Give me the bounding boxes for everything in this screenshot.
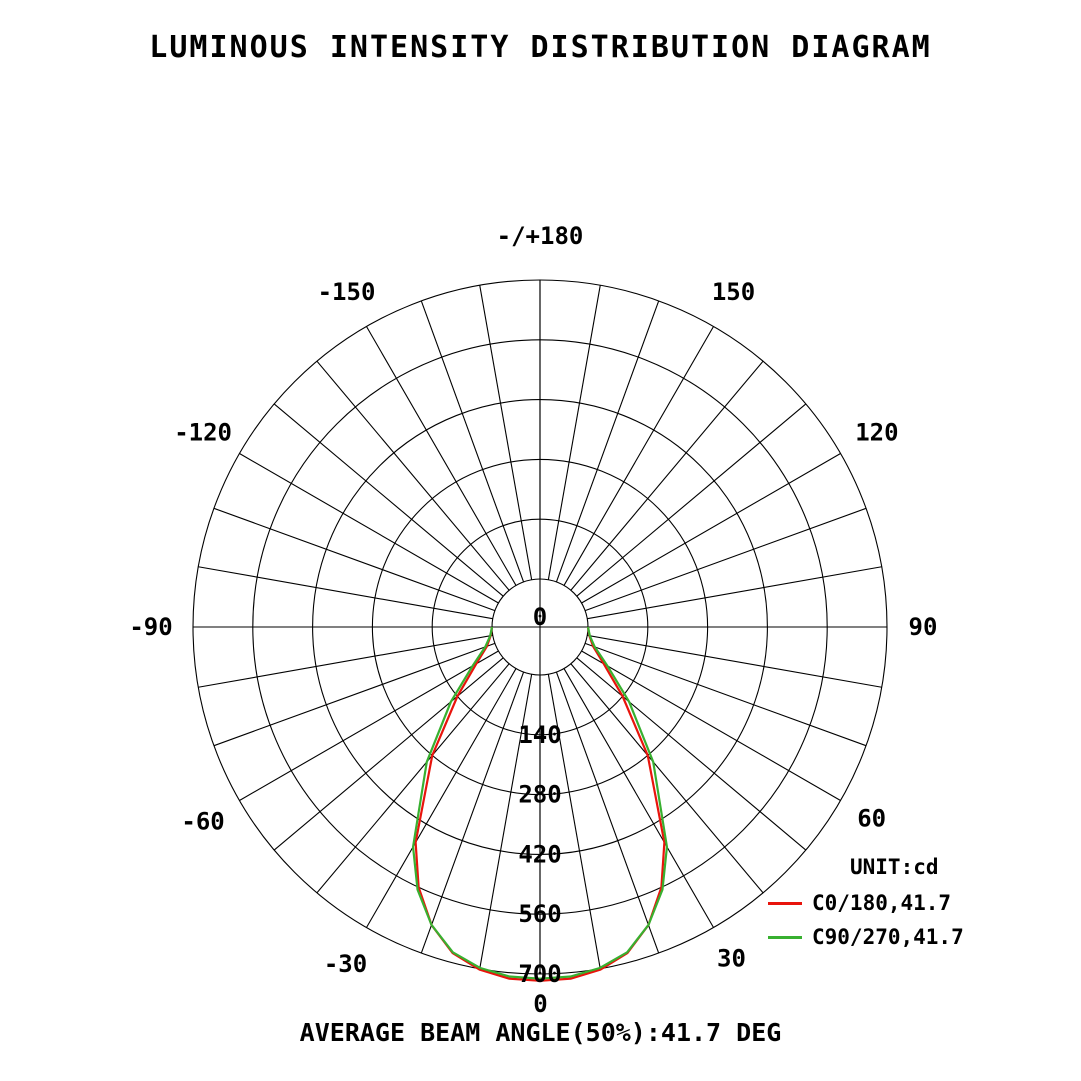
angle-label-60: 60 [857, 804, 887, 833]
center-zero-label: 0 [532, 603, 548, 631]
legend-swatch-c90-270 [768, 936, 802, 939]
legend-label-c0-180: C0/180,41.7 [812, 891, 952, 915]
angle-label-120: 120 [855, 418, 899, 447]
angle-label-_120: -120 [174, 418, 232, 447]
footer-note: AVERAGE BEAM ANGLE(50%):41.7 DEG [299, 1018, 782, 1047]
legend-item-c0-180 [768, 891, 964, 915]
angle-label-_30: -30 [323, 949, 368, 978]
legend-unit: UNIT:cd [850, 855, 939, 879]
angle-label-_180: -/+180 [496, 222, 584, 250]
page-title: LUMINOUS INTENSITY DISTRIBUTION DIAGRAM [149, 30, 932, 65]
legend-swatch-c0-180 [768, 902, 802, 905]
radial-label-560: 560 [518, 900, 562, 929]
radial-label-280: 280 [518, 780, 562, 809]
angle-label-_150: -150 [317, 277, 376, 306]
legend [768, 855, 964, 959]
legend-label-c90-270: C90/270,41.7 [812, 925, 964, 949]
radial-label-420: 420 [518, 840, 562, 869]
bottom-zero-label: 0 [533, 990, 548, 1018]
angle-label-150: 150 [711, 277, 756, 306]
angle-label-_90: -90 [129, 613, 173, 641]
angle-label-90: 90 [908, 613, 938, 641]
angle-label-_60: -60 [181, 807, 225, 836]
angle-label-30: 30 [717, 944, 746, 973]
radial-label-700: 700 [518, 960, 562, 988]
radial-label-140: 140 [518, 720, 562, 749]
legend-item-c90-270 [768, 925, 964, 949]
